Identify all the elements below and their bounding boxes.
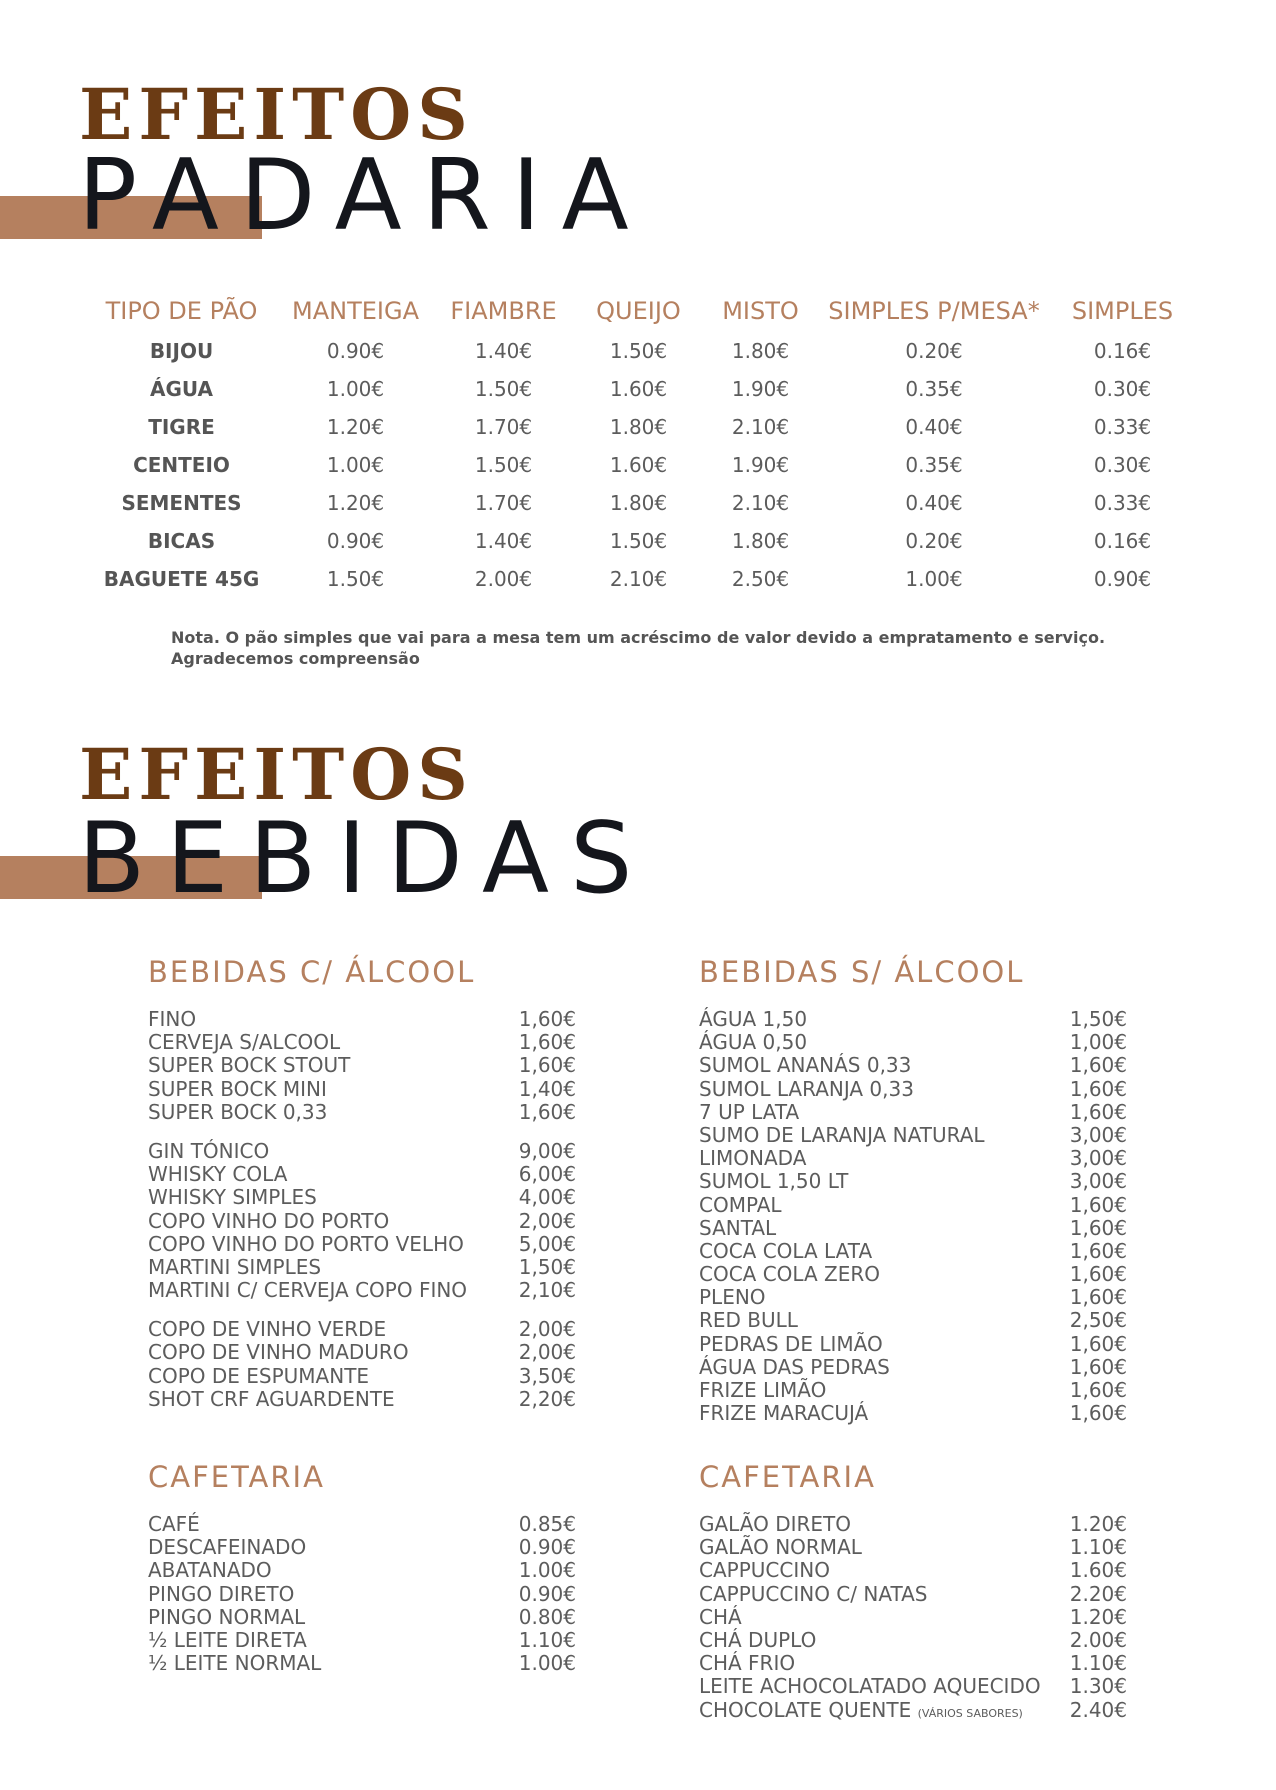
item-price: 1,60€ xyxy=(1069,1262,1127,1287)
item-price: 2.20€ xyxy=(1069,1581,1127,1606)
header-tipo-de-pao: TIPO DE PÃO xyxy=(105,297,258,325)
item-name xyxy=(148,1513,200,1536)
item-price: 2,00€ xyxy=(518,1208,576,1233)
item-name xyxy=(699,1194,782,1217)
item-name xyxy=(699,1356,890,1379)
price-cell: 1.60€ xyxy=(609,453,668,477)
group-spacer xyxy=(148,1124,576,1140)
item-name-text: LIMONADA xyxy=(699,1146,807,1171)
bread-table-body xyxy=(90,332,1190,598)
menu-item xyxy=(148,1186,576,1209)
item-name xyxy=(148,1101,327,1124)
item-name xyxy=(148,1233,464,1256)
item-price: 1.20€ xyxy=(1069,1604,1127,1629)
item-name xyxy=(699,1031,807,1054)
item-price: 2,50€ xyxy=(1069,1308,1127,1333)
item-name xyxy=(699,1286,766,1309)
item-name-text: SUPER BOCK STOUT xyxy=(148,1053,351,1078)
item-name-text: WHISKY SIMPLES xyxy=(148,1185,317,1210)
item-name xyxy=(148,1031,340,1054)
item-price: 1.10€ xyxy=(518,1627,576,1652)
item-name-text: GALÃO DIRETO xyxy=(699,1512,852,1536)
item-name xyxy=(699,1652,795,1675)
menu-item xyxy=(148,1008,576,1031)
bebidas-com-alcool-title: BEBIDAS C/ ÁLCOOL xyxy=(148,955,476,989)
menu-item xyxy=(148,1388,576,1411)
price-cell: 1.90€ xyxy=(731,453,790,477)
item-name-text: COPO VINHO DO PORTO xyxy=(148,1208,390,1233)
item-name-text: COMPAL xyxy=(699,1192,782,1217)
item-price: 3,50€ xyxy=(518,1363,576,1388)
item-name-text: COPO DE VINHO MADURO xyxy=(148,1340,409,1365)
price-cell: 1.60€ xyxy=(609,377,668,401)
item-name xyxy=(148,1279,467,1302)
menu-item xyxy=(699,1078,1127,1101)
item-name-text: SUMO DE LARANJA NATURAL xyxy=(699,1122,985,1147)
menu-item xyxy=(699,1031,1127,1054)
price-cell: 1.40€ xyxy=(474,339,533,363)
menu-item xyxy=(699,1286,1127,1309)
price-cell: 0.90€ xyxy=(1093,567,1152,591)
item-price: 1,50€ xyxy=(518,1254,576,1279)
item-name-text: DESCAFEINADO xyxy=(148,1535,307,1560)
item-price: 1,60€ xyxy=(1069,1076,1127,1101)
bread-type-cell: BICAS xyxy=(147,529,216,553)
note-line-1: Nota. O pão simples que vai para a mesa tem um acréscimo de valor devido a empratamento e serviço. xyxy=(171,628,1106,647)
item-name xyxy=(148,1210,389,1233)
menu-item xyxy=(699,1536,1127,1559)
menu-item xyxy=(699,1263,1127,1286)
item-name xyxy=(699,1263,880,1286)
item-price: 1.30€ xyxy=(1069,1674,1127,1699)
price-cell: 0.35€ xyxy=(905,453,963,477)
item-name xyxy=(148,1583,294,1606)
menu-item xyxy=(699,1699,1127,1722)
price-cell: 1.70€ xyxy=(474,491,533,515)
price-cell: 1.50€ xyxy=(474,377,533,401)
menu-item xyxy=(148,1318,576,1341)
menu-item xyxy=(148,1341,576,1364)
cafetaria-right-section xyxy=(699,1457,1127,1722)
item-name xyxy=(699,1124,985,1147)
menu-item xyxy=(699,1652,1127,1675)
price-cell: 2.10€ xyxy=(731,491,790,515)
item-name xyxy=(148,1140,269,1163)
item-name xyxy=(699,1078,914,1101)
item-name-text: ½ LEITE DIRETA xyxy=(148,1627,307,1652)
item-name-text: ½ LEITE NORMAL xyxy=(148,1651,322,1676)
price-cell: 1.40€ xyxy=(474,529,533,553)
price-cell: 2.10€ xyxy=(731,415,790,439)
item-name-text: 7 UP LATA xyxy=(699,1099,800,1124)
item-name xyxy=(699,1054,911,1077)
price-cell: 1.80€ xyxy=(731,529,790,553)
menu-item xyxy=(699,1170,1127,1193)
cafetaria-right-list xyxy=(699,1513,1127,1722)
item-name-text: SANTAL xyxy=(699,1215,777,1240)
menu-item xyxy=(148,1256,576,1279)
item-price: 1.10€ xyxy=(1069,1651,1127,1676)
menu-item xyxy=(699,1606,1127,1629)
item-name xyxy=(699,1170,848,1193)
item-name xyxy=(699,1217,776,1240)
item-name-text: SUMOL ANANÁS 0,33 xyxy=(699,1053,912,1078)
item-price: 1,60€ xyxy=(1069,1401,1127,1426)
item-price: 0.85€ xyxy=(518,1512,576,1536)
header-manteiga: MANTEIGA xyxy=(292,297,419,325)
menu-item xyxy=(148,1163,576,1186)
item-price: 2,10€ xyxy=(518,1278,576,1303)
menu-item xyxy=(699,1054,1127,1077)
price-cell: 1.50€ xyxy=(609,339,668,363)
item-name-text: CHÁ xyxy=(699,1604,742,1629)
item-name-text: PINGO NORMAL xyxy=(148,1604,306,1629)
item-name xyxy=(148,1629,307,1652)
price-cell: 0.33€ xyxy=(1093,491,1152,515)
menu-item xyxy=(699,1008,1127,1031)
menu-item xyxy=(148,1233,576,1256)
price-cell: 0.30€ xyxy=(1093,453,1152,477)
menu-item xyxy=(699,1379,1127,1402)
padaria-brand: EFEITOS xyxy=(79,73,474,156)
item-name xyxy=(148,1365,369,1388)
item-name xyxy=(699,1513,851,1536)
item-price: 1,60€ xyxy=(518,1053,576,1078)
item-name-text: CAFÉ xyxy=(148,1512,200,1536)
bebidas-sem-alcool-list xyxy=(699,1008,1127,1425)
item-name xyxy=(699,1147,806,1170)
bread-table-row xyxy=(90,484,1190,522)
item-name xyxy=(148,1186,317,1209)
price-cell: 0.35€ xyxy=(905,377,963,401)
menu-item xyxy=(699,1194,1127,1217)
item-price: 9,00€ xyxy=(518,1138,576,1163)
item-price: 1,00€ xyxy=(1069,1030,1127,1055)
item-name-text: MARTINI SIMPLES xyxy=(148,1254,322,1279)
menu-item xyxy=(148,1054,576,1077)
item-price: 1,60€ xyxy=(1069,1285,1127,1310)
item-name xyxy=(148,1388,395,1411)
item-name-text: FRIZE LIMÃO xyxy=(699,1378,827,1402)
menu-item xyxy=(699,1559,1127,1582)
bebidas-brand: EFEITOS xyxy=(79,733,474,816)
bread-table-row xyxy=(90,332,1190,370)
item-name-text: CHOCOLATE QUENTE xyxy=(699,1697,912,1722)
price-cell: 1.20€ xyxy=(326,491,385,515)
item-name xyxy=(699,1583,928,1606)
item-price: 1,50€ xyxy=(1069,1007,1127,1031)
group-spacer xyxy=(148,1302,576,1318)
item-price: 0.90€ xyxy=(518,1535,576,1560)
menu-item xyxy=(148,1101,576,1124)
bread-type-cell: BAGUETE 45G xyxy=(103,567,260,591)
item-price: 1,60€ xyxy=(1069,1215,1127,1240)
item-price: 1,60€ xyxy=(1069,1378,1127,1402)
menu-item xyxy=(699,1583,1127,1606)
item-name xyxy=(148,1559,272,1582)
item-name-text: GALÃO NORMAL xyxy=(699,1535,862,1560)
price-cell: 1.50€ xyxy=(609,529,668,553)
bebidas-sem-alcool-title: BEBIDAS S/ ÁLCOOL xyxy=(699,955,1025,989)
menu-item xyxy=(699,1513,1127,1536)
item-name xyxy=(148,1652,321,1675)
price-cell: 0.90€ xyxy=(326,529,385,553)
item-name-text: LEITE ACHOCOLATADO AQUECIDO xyxy=(699,1674,1041,1699)
menu-item xyxy=(148,1031,576,1054)
item-name xyxy=(699,1309,798,1332)
item-price: 5,00€ xyxy=(518,1231,576,1256)
price-cell: 1.00€ xyxy=(326,377,385,401)
menu-item xyxy=(148,1513,576,1536)
item-name-text: FRIZE MARACUJÁ xyxy=(699,1401,869,1426)
bread-table-row xyxy=(90,446,1190,484)
price-cell: 0.20€ xyxy=(905,529,963,553)
bread-table-row xyxy=(90,560,1190,598)
price-cell: 2.10€ xyxy=(609,567,668,591)
note-line-2: Agradecemos compreensão xyxy=(171,649,420,668)
price-cell: 0.90€ xyxy=(326,339,385,363)
item-name-text: COCA COLA LATA xyxy=(699,1238,873,1263)
menu-item xyxy=(148,1583,576,1606)
bread-table-row xyxy=(90,408,1190,446)
bread-table-header-row xyxy=(90,290,1190,332)
price-cell: 0.33€ xyxy=(1093,415,1152,439)
price-cell: 1.80€ xyxy=(609,415,668,439)
item-price: 2,00€ xyxy=(518,1340,576,1365)
bread-type-cell: BIJOU xyxy=(149,339,214,363)
item-name xyxy=(699,1333,883,1356)
item-name xyxy=(148,1536,306,1559)
item-name-text: COCA COLA ZERO xyxy=(699,1262,881,1287)
item-price: 1,60€ xyxy=(1069,1238,1127,1263)
item-name-text: SUPER BOCK 0,33 xyxy=(148,1099,328,1124)
menu-item xyxy=(699,1675,1127,1698)
price-cell: 2.50€ xyxy=(731,567,790,591)
menu-item xyxy=(699,1124,1127,1147)
price-cell: 1.00€ xyxy=(326,453,385,477)
item-price: 1.60€ xyxy=(1069,1558,1127,1583)
item-name-text: SUMOL 1,50 LT xyxy=(699,1169,849,1194)
menu-item xyxy=(699,1101,1127,1124)
menu-item xyxy=(699,1309,1127,1332)
price-cell: 1.80€ xyxy=(731,339,790,363)
bread-price-table xyxy=(90,290,1190,598)
item-name xyxy=(148,1606,305,1629)
price-cell: 2.00€ xyxy=(474,567,533,591)
item-name-text: ÁGUA 0,50 xyxy=(699,1030,808,1055)
menu-item xyxy=(148,1652,576,1675)
menu-item xyxy=(699,1629,1127,1652)
bebidas-title: BEBIDAS xyxy=(78,802,654,916)
menu-item xyxy=(148,1536,576,1559)
item-name xyxy=(148,1008,196,1031)
price-cell: 0.20€ xyxy=(905,339,963,363)
item-price: 1,60€ xyxy=(1069,1099,1127,1124)
menu-item xyxy=(699,1333,1127,1356)
header-simples: SIMPLES xyxy=(1071,297,1174,325)
price-cell: 0.30€ xyxy=(1093,377,1152,401)
item-name xyxy=(148,1256,321,1279)
item-note: (VÁRIOS SABORES) xyxy=(917,1706,1023,1720)
bread-type-cell: ÁGUA xyxy=(150,377,213,401)
item-price: 3,00€ xyxy=(1069,1146,1127,1171)
item-price: 1,60€ xyxy=(518,1007,576,1031)
item-name-text: PEDRAS DE LIMÃO xyxy=(699,1331,883,1356)
menu-item xyxy=(148,1606,576,1629)
header-fiambre: FIAMBRE xyxy=(450,297,557,325)
item-name-text: COPO VINHO DO PORTO VELHO xyxy=(148,1231,464,1256)
price-cell: 1.50€ xyxy=(326,567,385,591)
item-name-text: PLENO xyxy=(699,1285,766,1310)
menu-item xyxy=(699,1402,1127,1425)
item-name-text: WHISKY COLA xyxy=(148,1162,288,1187)
item-name-text: COPO DE VINHO VERDE xyxy=(148,1317,387,1342)
item-name xyxy=(148,1341,409,1364)
item-name-text: CHÁ DUPLO xyxy=(699,1627,817,1652)
price-cell: 0.16€ xyxy=(1093,339,1152,363)
item-name-text: PINGO DIRETO xyxy=(148,1581,295,1606)
menu-item xyxy=(699,1217,1127,1240)
menu-item xyxy=(148,1078,576,1101)
price-cell: 1.20€ xyxy=(326,415,385,439)
item-name-text: SUMOL LARANJA 0,33 xyxy=(699,1076,914,1101)
padaria-note xyxy=(171,627,1105,669)
item-name-text: MARTINI C/ CERVEJA COPO FINO xyxy=(148,1278,468,1303)
item-price: 3,00€ xyxy=(1069,1169,1127,1194)
item-price: 2.40€ xyxy=(1069,1697,1127,1722)
price-cell: 0.16€ xyxy=(1093,529,1152,553)
item-name xyxy=(148,1318,386,1341)
item-price: 1,60€ xyxy=(1069,1053,1127,1078)
item-price: 1.20€ xyxy=(1069,1512,1127,1536)
item-name xyxy=(699,1536,862,1559)
price-cell: 1.80€ xyxy=(609,491,668,515)
bebidas-sem-alcool-section xyxy=(699,952,1127,1425)
item-name xyxy=(699,1606,742,1629)
item-name-text: CERVEJA S/ALCOOL xyxy=(148,1030,341,1055)
bebidas-com-alcool-list xyxy=(148,1008,576,1411)
bread-type-cell: CENTEIO xyxy=(133,453,230,477)
item-name-text: SHOT CRF AGUARDENTE xyxy=(148,1386,395,1411)
item-price: 1,60€ xyxy=(518,1099,576,1124)
price-cell: 0.40€ xyxy=(905,491,963,515)
item-name xyxy=(148,1078,327,1101)
item-price: 0.90€ xyxy=(518,1581,576,1606)
cafetaria-left-title: CAFETARIA xyxy=(148,1460,325,1494)
item-name-text: CAPPUCCINO C/ NATAS xyxy=(699,1581,928,1606)
bread-table-row xyxy=(90,522,1190,560)
bread-type-cell: SEMENTES xyxy=(121,491,242,515)
item-name-text: ÁGUA 1,50 xyxy=(699,1007,808,1031)
price-cell: 1.90€ xyxy=(731,377,790,401)
item-name xyxy=(699,1402,868,1425)
item-name xyxy=(699,1101,799,1124)
item-name-text: CHÁ FRIO xyxy=(699,1651,796,1676)
price-cell: 1.50€ xyxy=(474,453,533,477)
padaria-title: PADARIA xyxy=(78,139,650,253)
menu-item xyxy=(148,1279,576,1302)
item-price: 0.80€ xyxy=(518,1604,576,1629)
item-name xyxy=(699,1559,830,1582)
item-name-text: ABATANADO xyxy=(148,1558,272,1583)
item-name xyxy=(699,1629,816,1652)
item-price: 2.00€ xyxy=(1069,1627,1127,1652)
item-price: 1,60€ xyxy=(1069,1192,1127,1217)
menu-item xyxy=(699,1240,1127,1263)
item-name-text: COPO DE ESPUMANTE xyxy=(148,1363,370,1388)
menu-item xyxy=(699,1147,1127,1170)
price-cell: 1.00€ xyxy=(905,567,963,591)
item-price: 1.10€ xyxy=(1069,1535,1127,1560)
item-name xyxy=(699,1240,872,1263)
cafetaria-left-list xyxy=(148,1513,576,1675)
item-price: 1.00€ xyxy=(518,1558,576,1583)
item-name xyxy=(148,1054,350,1077)
menu-item xyxy=(148,1559,576,1582)
menu-item xyxy=(148,1629,576,1652)
menu-item xyxy=(699,1356,1127,1379)
bread-type-cell: TIGRE xyxy=(148,415,215,439)
item-name-text: FINO xyxy=(148,1007,197,1031)
header-queijo: QUEIJO xyxy=(596,297,681,325)
menu-item xyxy=(148,1210,576,1233)
header-simples-p-mesa: SIMPLES P/MESA* xyxy=(828,297,1040,325)
item-price: 1.00€ xyxy=(518,1651,576,1676)
item-name xyxy=(699,1008,807,1031)
item-price: 1,60€ xyxy=(518,1030,576,1055)
item-price: 1,40€ xyxy=(518,1076,576,1101)
item-name-text: RED BULL xyxy=(699,1308,798,1333)
item-price: 4,00€ xyxy=(518,1185,576,1210)
bebidas-com-alcool-section xyxy=(148,952,576,1411)
cafetaria-right-title: CAFETARIA xyxy=(699,1460,876,1494)
item-price: 2,00€ xyxy=(518,1317,576,1342)
item-name-text: ÁGUA DAS PEDRAS xyxy=(699,1354,890,1379)
header-misto: MISTO xyxy=(722,297,799,325)
item-price: 3,00€ xyxy=(1069,1122,1127,1147)
item-name xyxy=(699,1675,1041,1698)
item-name-text: SUPER BOCK MINI xyxy=(148,1076,327,1101)
item-name xyxy=(699,1379,826,1402)
item-name xyxy=(148,1163,287,1186)
item-name-text: CAPPUCCINO xyxy=(699,1558,830,1583)
price-cell: 0.40€ xyxy=(905,415,963,439)
menu-item xyxy=(148,1365,576,1388)
price-cell: 1.70€ xyxy=(474,415,533,439)
item-name-text: GIN TÓNICO xyxy=(148,1138,270,1163)
item-price: 2,20€ xyxy=(518,1386,576,1411)
item-name xyxy=(699,1699,1023,1722)
item-price: 1,60€ xyxy=(1069,1331,1127,1356)
bread-table-row xyxy=(90,370,1190,408)
cafetaria-left-section xyxy=(148,1457,576,1675)
item-price: 1,60€ xyxy=(1069,1354,1127,1379)
item-price: 6,00€ xyxy=(518,1162,576,1187)
menu-item xyxy=(148,1140,576,1163)
